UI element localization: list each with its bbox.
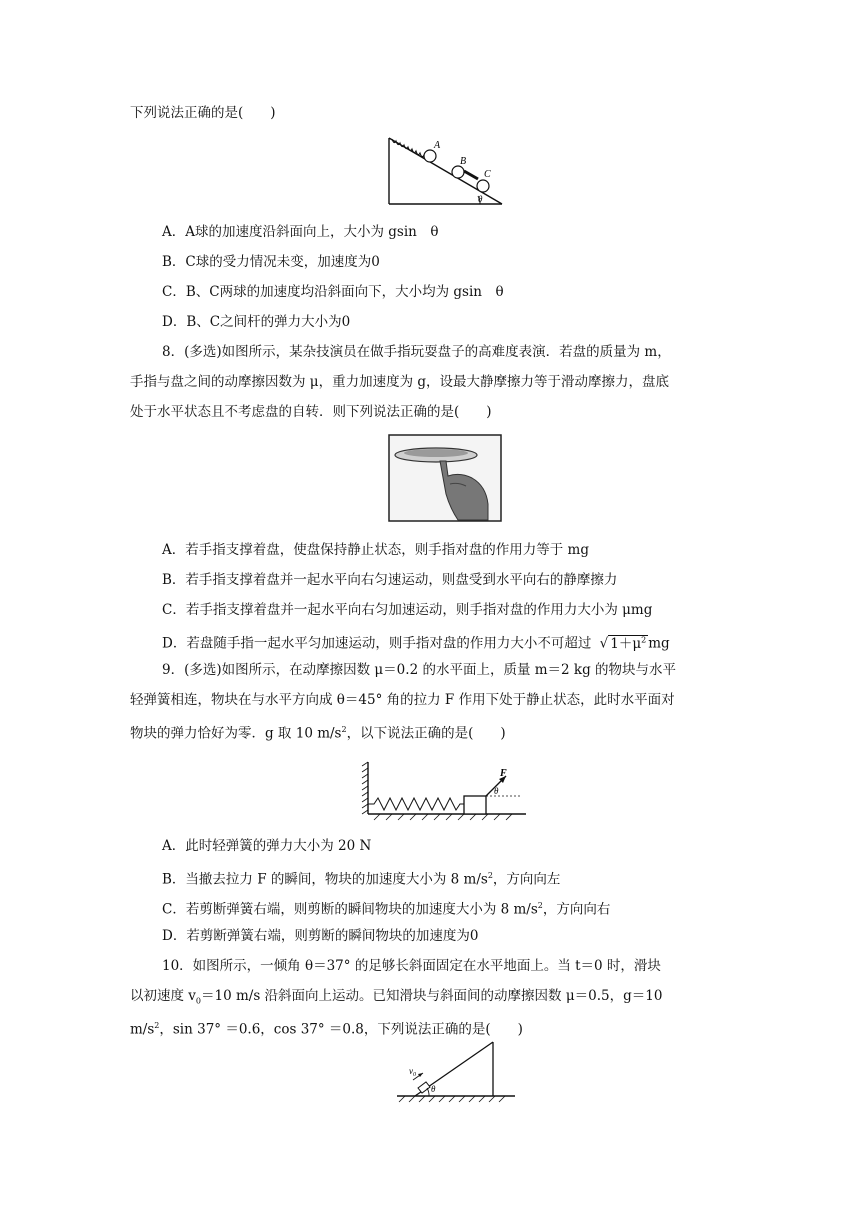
q10-stem-line-1: 10．如图所示，一倾角 θ＝37° 的足够长斜面固定在水平地面上。当 t＝0 时，滑块 bbox=[162, 958, 661, 974]
sqrt-symbol: √ $1+\mu^2$ bbox=[599, 635, 647, 652]
q10-incline-figure bbox=[395, 1040, 517, 1106]
q9-option-b-exp: 2 bbox=[487, 871, 493, 880]
q7-stem-tail: 下列说法正确的是( ) bbox=[130, 105, 276, 121]
q7-label-theta: θ bbox=[478, 194, 483, 204]
q9-spring-block-figure bbox=[360, 760, 530, 824]
q8-stem-line-3: 处于水平状态且不考虑盘的自转．则下列说法正确的是( ) bbox=[130, 404, 492, 420]
q10-stem-line-3-exp: 2 bbox=[154, 1021, 160, 1030]
q7-label-b: B bbox=[460, 156, 467, 167]
q10-label-theta: θ bbox=[431, 1084, 436, 1094]
q7-option-b: B．C球的受力情况未变，加速度为0 bbox=[162, 254, 380, 270]
q9-stem-line-3-exp: 2 bbox=[341, 725, 347, 734]
q7-option-a: A．A球的加速度沿斜面向上，大小为 gsin θ bbox=[162, 224, 439, 240]
q10-label-v-main: v bbox=[409, 1066, 413, 1076]
q8-option-d-exp: 2 bbox=[641, 635, 647, 644]
q9-option-c-suffix: ，方向向右 bbox=[542, 901, 611, 918]
q8-option-d bbox=[162, 630, 670, 654]
q10-stem-line-2-suffix: ＝10 m/s 沿斜面向上运动。已知滑块与斜面间的动摩擦因数 μ＝0.5，g＝10 bbox=[201, 988, 663, 1004]
q9-stem-line-3-prefix: 物块的弹力恰好为零．g 取 10 m/s bbox=[130, 725, 342, 742]
q10-label-v-sub: 0 bbox=[413, 1072, 416, 1078]
q9-label-theta: θ bbox=[494, 786, 499, 796]
q10-stem-line-2 bbox=[130, 986, 662, 1012]
q8-option-c: C．若手指支撑着盘并一起水平向右匀加速运动，则手指对盘的作用力大小为 μmg bbox=[162, 602, 653, 618]
q10-stem-line-3 bbox=[130, 1016, 523, 1040]
q7-incline-figure bbox=[380, 134, 506, 208]
q9-stem-line-3-suffix: ，以下说法正确的是( ) bbox=[346, 725, 506, 742]
q7-label-a: A bbox=[434, 140, 441, 151]
q7-label-c: C bbox=[484, 169, 491, 180]
q9-option-d: D．若剪断弹簧右端，则剪断的瞬间物块的加速度为0 bbox=[162, 928, 479, 944]
q9-option-b-prefix: B．当撤去拉力 F 的瞬间，物块的加速度大小为 8 m/s bbox=[162, 871, 488, 888]
q9-stem-line-3 bbox=[130, 720, 506, 744]
q8-plate-photo bbox=[388, 434, 502, 522]
q9-option-a: A．此时轻弹簧的弹力大小为 20 N bbox=[162, 838, 372, 854]
q9-stem-line-1: 9．(多选)如图所示，在动摩擦因数 μ＝0.2 的水平面上，质量 m＝2 kg 的物块与水平 bbox=[162, 662, 677, 678]
q9-option-c-prefix: C．若剪断弹簧右端，则剪断的瞬间物块的加速度大小为 8 m/s bbox=[162, 901, 538, 918]
q9-option-b-suffix: ，方向向左 bbox=[492, 871, 561, 888]
q9-option-c bbox=[162, 896, 610, 920]
q10-stem-line-3-suffix: ，sin 37° ＝0.6，cos 37° ＝0.8，下列说法正确的是( ) bbox=[159, 1021, 523, 1038]
q8-option-b: B．若手指支撑着盘并一起水平向右匀速运动，则盘受到水平向右的静摩擦力 bbox=[162, 572, 618, 588]
q8-option-a: A．若手指支撑着盘，使盘保持静止状态，则手指对盘的作用力等于 mg bbox=[162, 542, 589, 558]
q10-stem-line-2-sub: 0 bbox=[195, 996, 202, 1006]
q8-stem-line-1: 8．(多选)如图所示，某杂技演员在做手指玩耍盘子的高难度表演．若盘的质量为 m， bbox=[162, 344, 671, 360]
q8-option-d-suffix: mg bbox=[648, 635, 670, 652]
q10-label-v bbox=[409, 1066, 416, 1078]
q10-stem-line-3-prefix: m/s bbox=[130, 1021, 155, 1038]
q8-option-d-radicand: 1＋μ bbox=[610, 635, 642, 652]
q10-stem-line-2-prefix: 以初速度 v bbox=[130, 988, 196, 1004]
q7-option-c: C．B、C两球的加速度均沿斜面向下，大小均为 gsin θ bbox=[162, 284, 504, 300]
q9-option-b bbox=[162, 866, 560, 890]
q9-stem-line-2: 轻弹簧相连，物块在与水平方向成 θ＝45° 角的拉力 F 作用下处于静止状态，此时水平面对 bbox=[130, 692, 675, 708]
q9-option-c-exp: 2 bbox=[537, 901, 543, 910]
q8-stem-line-2: 手指与盘之间的动摩擦因数为 μ，重力加速度为 g，设最大静摩擦力等于滑动摩擦力，盘底 bbox=[130, 374, 669, 390]
q8-option-d-prefix: D．若盘随手指一起水平匀加速运动，则手指对盘的作用力大小不可超过 bbox=[162, 635, 592, 652]
q9-label-f: F bbox=[500, 768, 507, 779]
q7-option-d: D．B、C之间杆的弹力大小为0 bbox=[162, 314, 351, 330]
